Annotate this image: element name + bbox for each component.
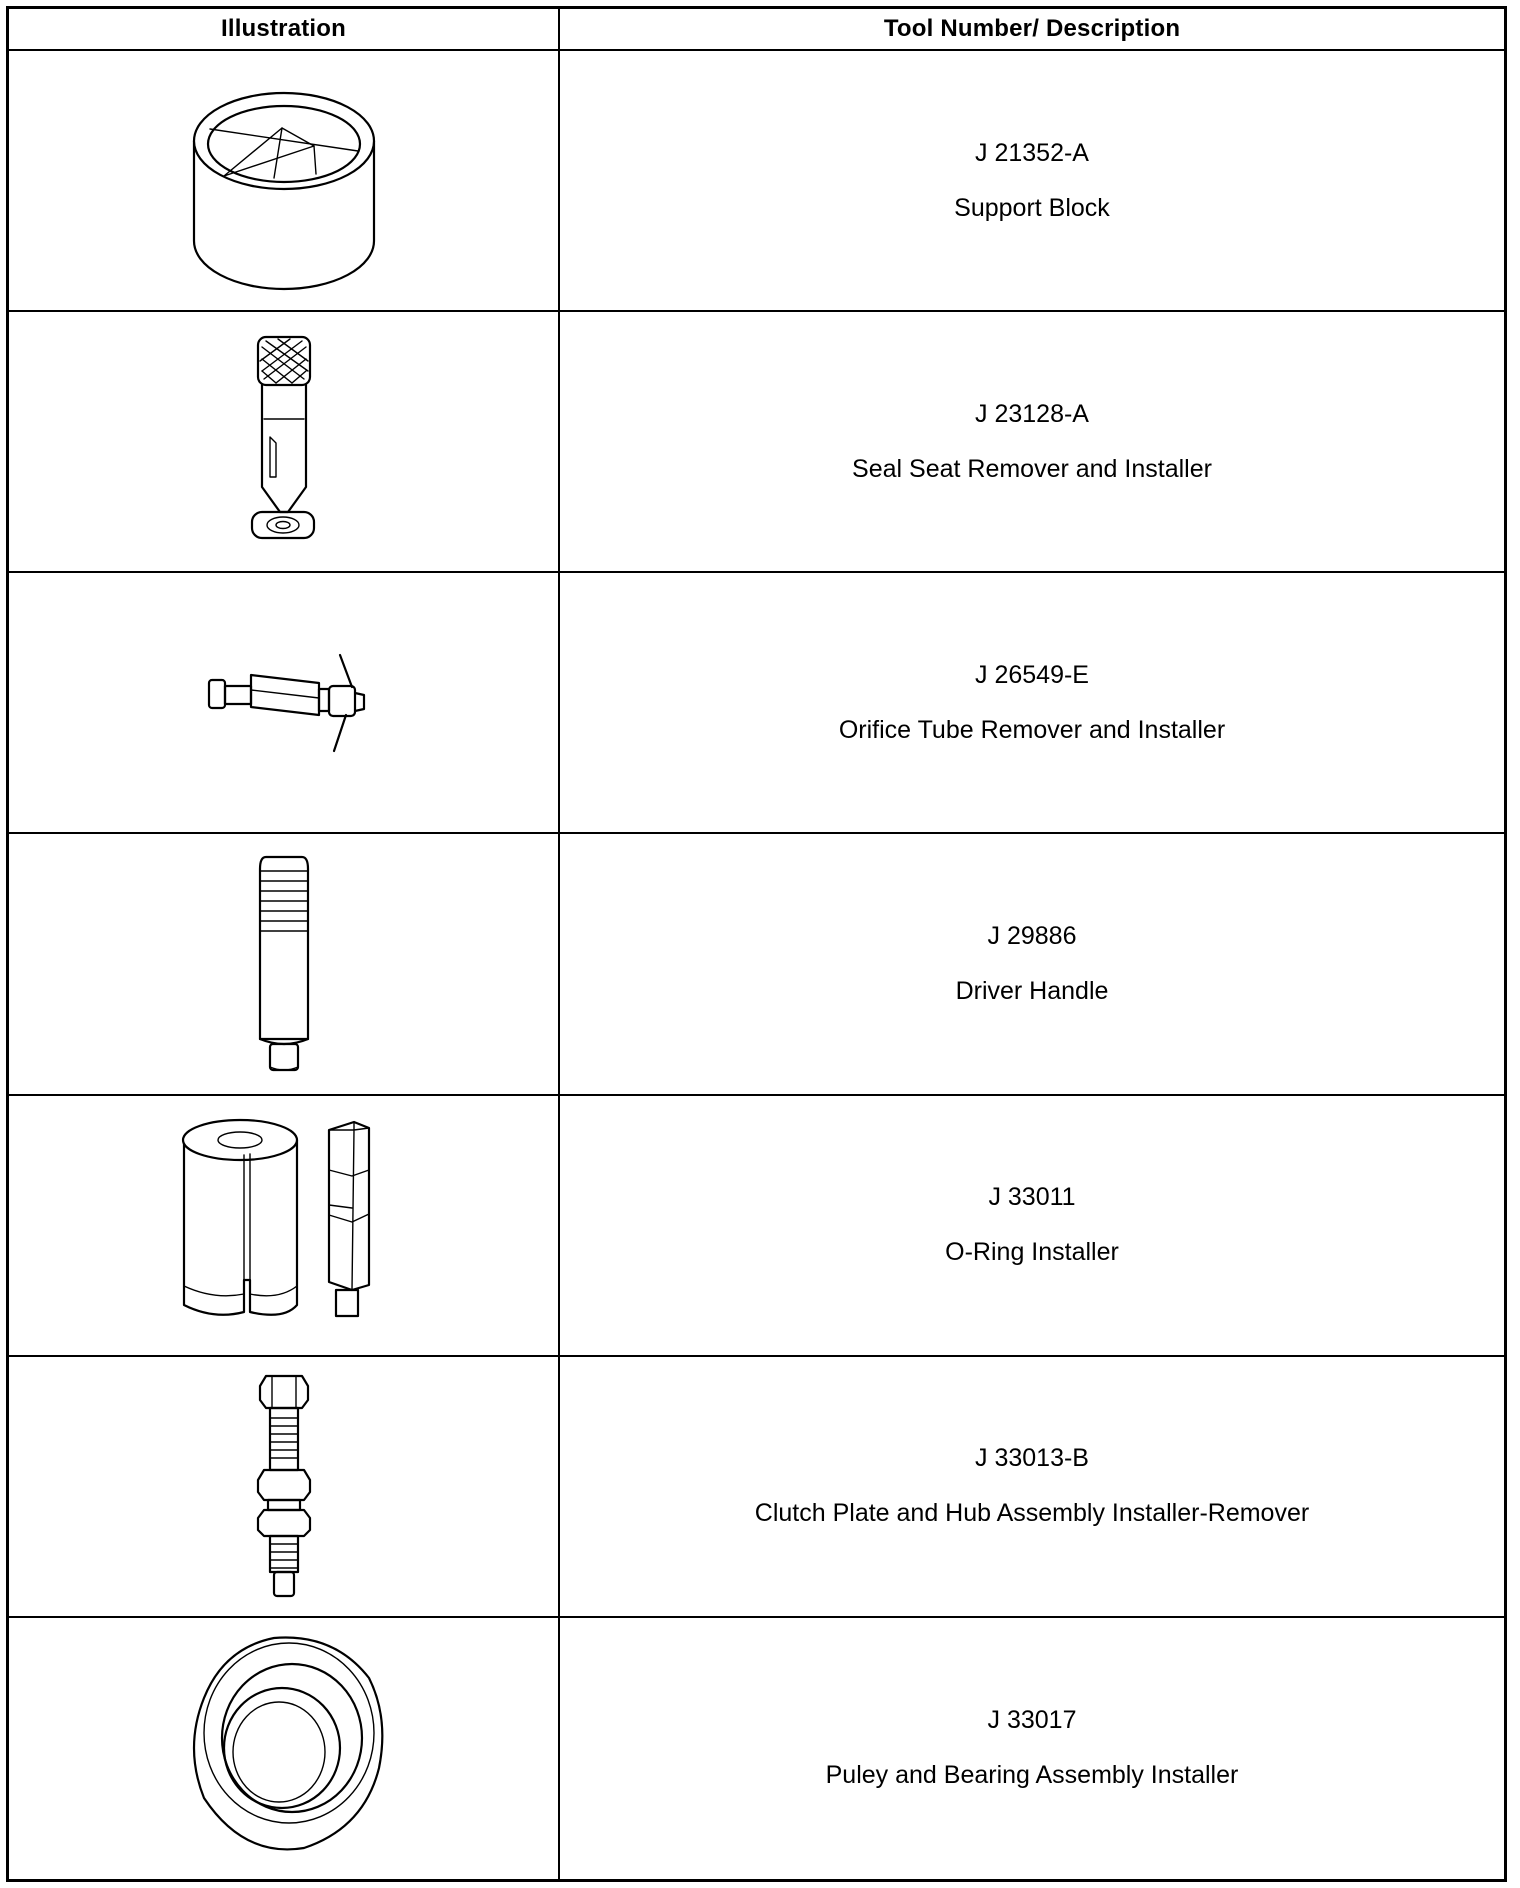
illustration-cell bbox=[9, 834, 560, 1095]
header-tool-number-description: Tool Number/ Description bbox=[560, 9, 1504, 51]
illustration-cell bbox=[9, 312, 560, 573]
tool-description-cell bbox=[560, 312, 1504, 573]
pulley-installer-icon bbox=[164, 1628, 404, 1868]
tool-number: J 29886 bbox=[987, 921, 1077, 950]
clutch-plate-tool-icon bbox=[234, 1366, 334, 1606]
tool-number: J 33017 bbox=[987, 1706, 1077, 1735]
tool-description: Puley and Bearing Assembly Installer bbox=[825, 1761, 1239, 1790]
o-ring-installer-icon bbox=[164, 1110, 404, 1340]
tool-description: Driver Handle bbox=[955, 976, 1109, 1005]
tool-number: J 23128-A bbox=[975, 399, 1089, 428]
tool-description: Seal Seat Remover and Installer bbox=[852, 454, 1212, 483]
illustration-cell bbox=[9, 573, 560, 834]
illustration-cell bbox=[9, 1357, 560, 1618]
header-illustration: Illustration bbox=[9, 9, 560, 51]
tool-description: Clutch Plate and Hub Assembly Installer-Remover bbox=[754, 1499, 1310, 1528]
illustration-cell bbox=[9, 51, 560, 312]
illustration-cell bbox=[9, 1096, 560, 1357]
illustration-cell bbox=[9, 1618, 560, 1879]
tool-description: O-Ring Installer bbox=[945, 1238, 1119, 1267]
tool-description-cell bbox=[560, 51, 1504, 312]
tool-description-cell bbox=[560, 834, 1504, 1095]
tool-number: J 33011 bbox=[988, 1183, 1076, 1212]
seal-seat-tool-icon bbox=[224, 327, 344, 557]
support-block-icon bbox=[164, 66, 404, 296]
tool-description-cell bbox=[560, 573, 1504, 834]
tool-description: Support Block bbox=[954, 193, 1110, 222]
tool-description-cell bbox=[560, 1357, 1504, 1618]
tool-description-cell bbox=[560, 1096, 1504, 1357]
tool-description: Orifice Tube Remover and Installer bbox=[838, 715, 1226, 744]
driver-handle-icon bbox=[234, 849, 334, 1079]
tool-number: J 33013-B bbox=[975, 1444, 1089, 1473]
tool-table bbox=[6, 6, 1507, 1882]
tool-description-cell bbox=[560, 1618, 1504, 1879]
tool-number: J 26549-E bbox=[975, 660, 1089, 689]
tool-number: J 21352-A bbox=[975, 138, 1089, 167]
orifice-tube-tool-icon bbox=[164, 643, 404, 763]
